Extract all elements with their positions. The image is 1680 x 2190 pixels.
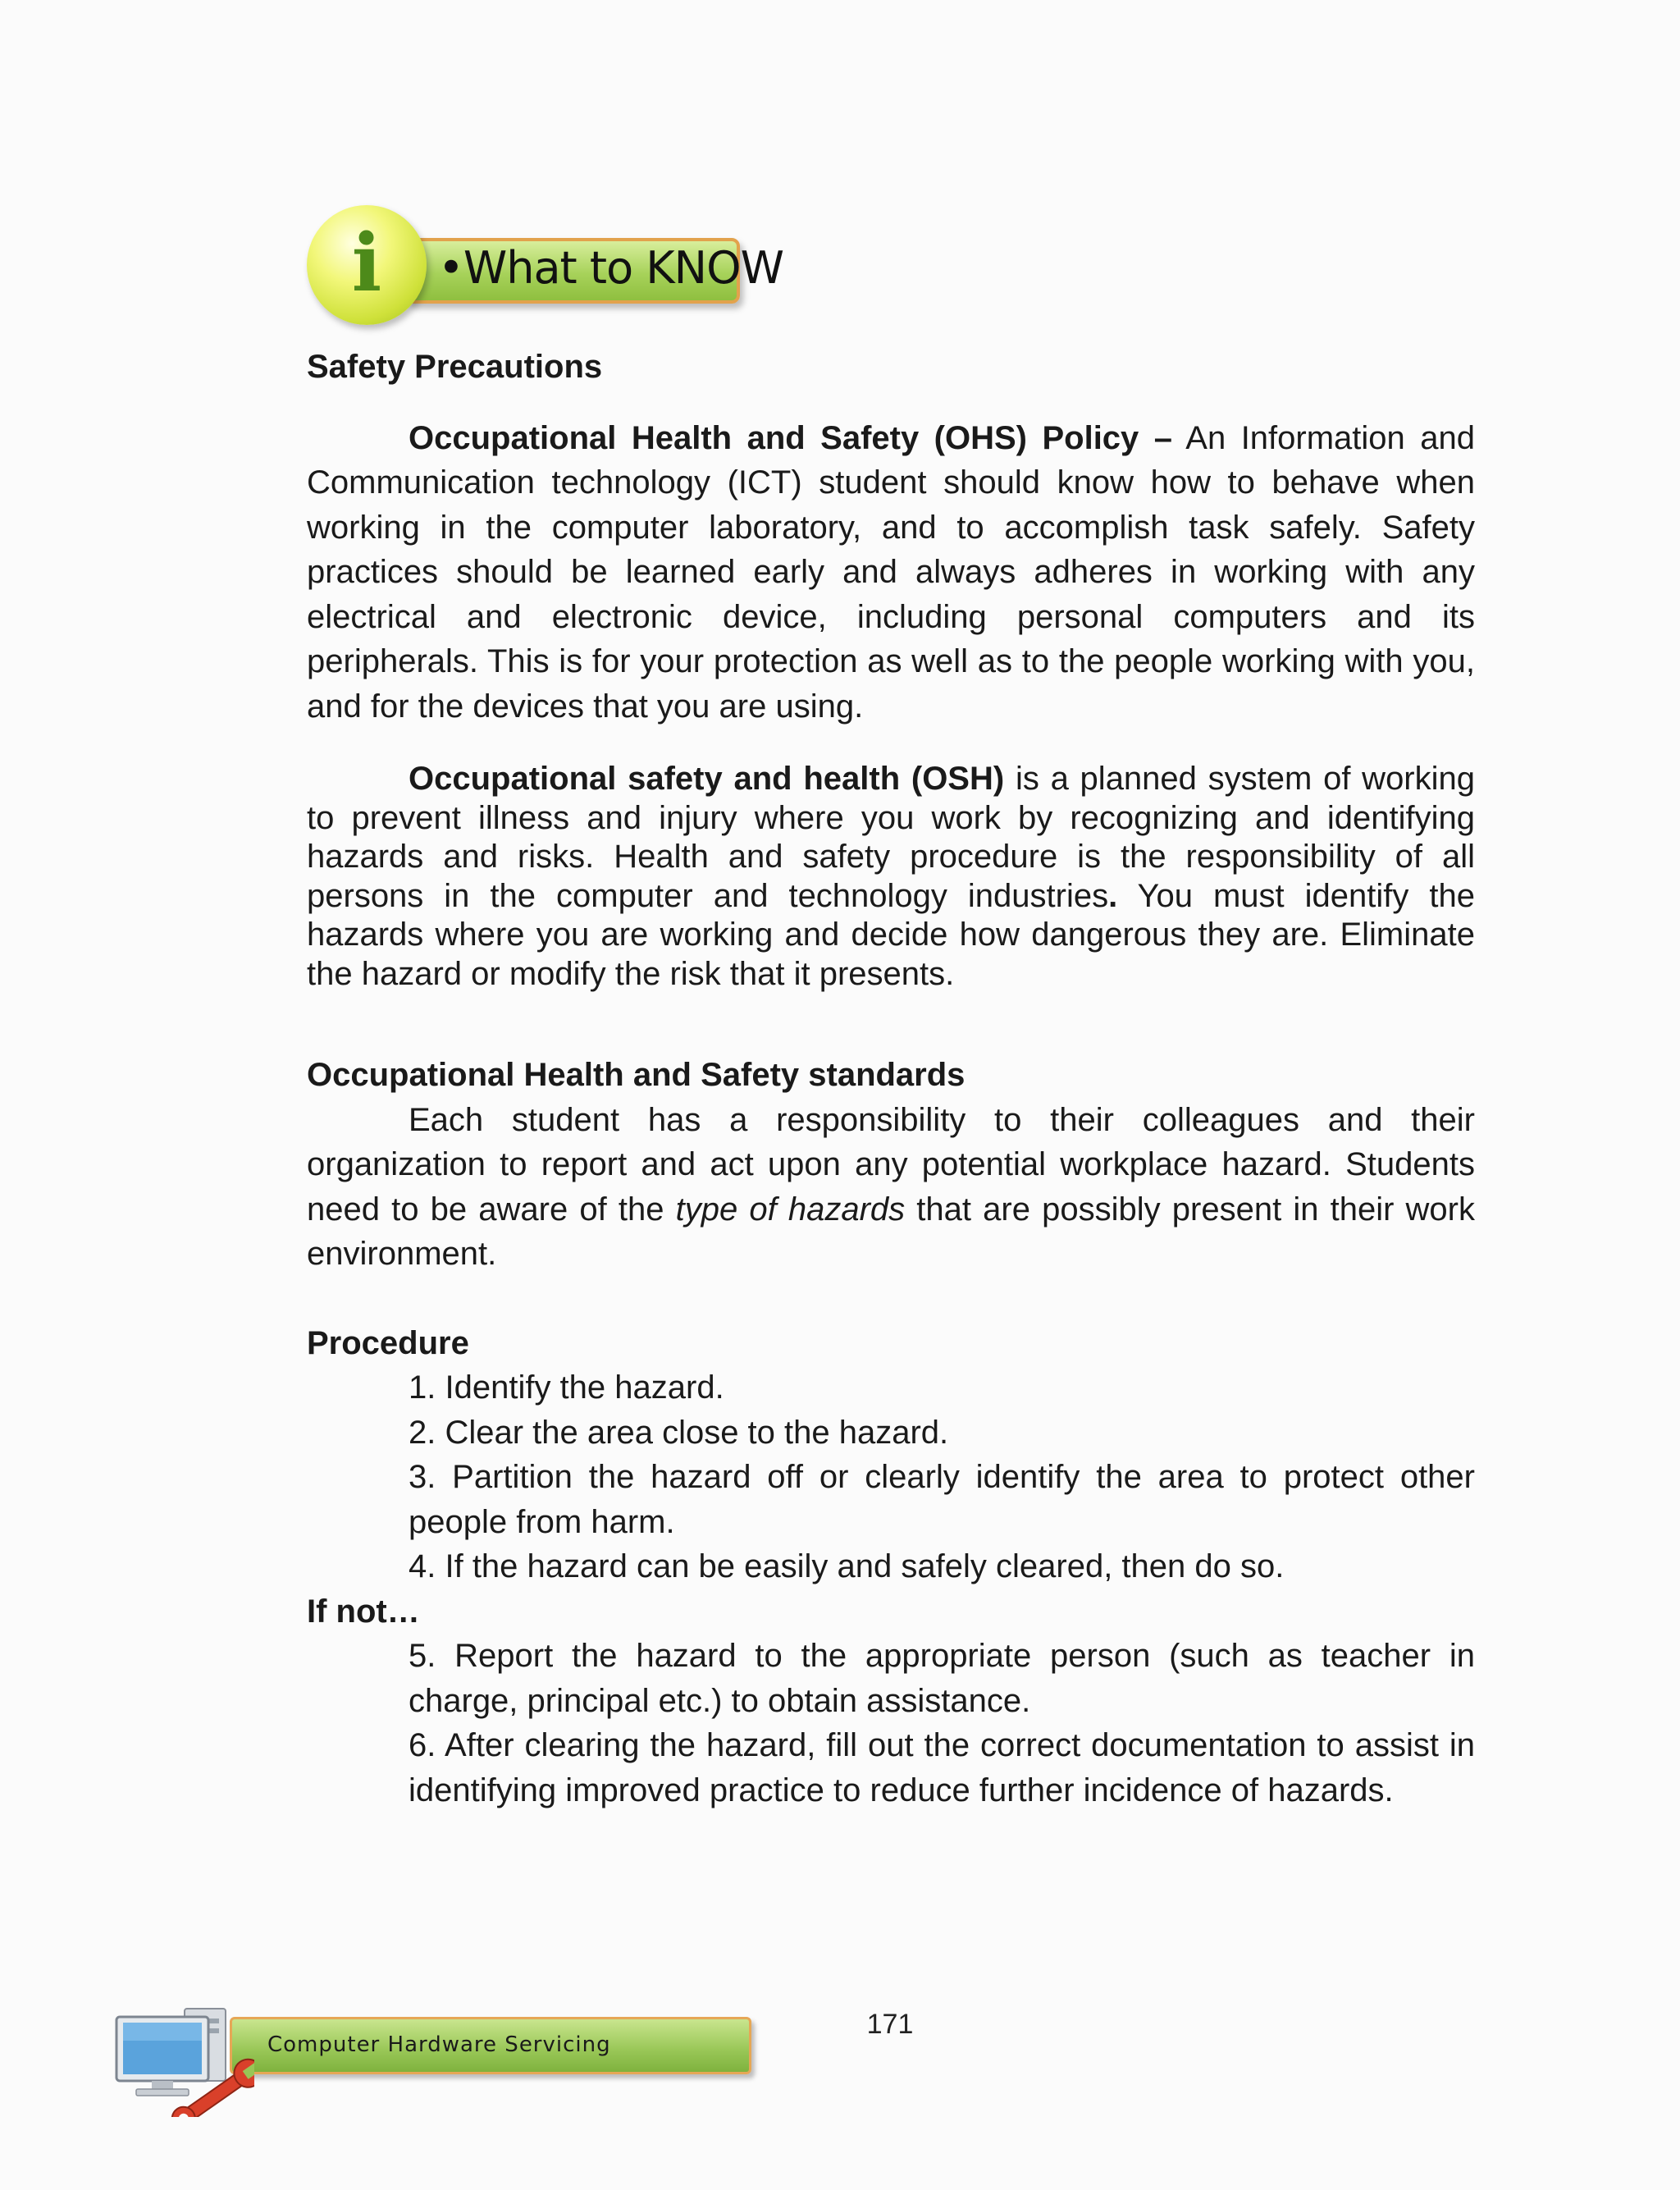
- section-title-procedure: Procedure: [307, 1324, 469, 1361]
- document-body: [307, 345, 1475, 1813]
- procedure-step-2: 2. Clear the area close to the hazard.: [409, 1414, 949, 1451]
- paragraph-osh: [307, 760, 1475, 994]
- procedure-step-1: 1. Identify the hazard.: [409, 1369, 724, 1406]
- footer-logo: [107, 2002, 648, 2117]
- term-osh: Occupational safety and health (OSH): [409, 761, 1005, 797]
- term-type-of-hazards: type of hazards: [675, 1191, 906, 1228]
- footer-label: Computer Hardware Servicing: [267, 2032, 611, 2057]
- procedure-more-steps-list: [307, 1634, 1475, 1813]
- term-ohs-policy: Occupational Health and Safety (OHS) Policy –: [409, 419, 1173, 456]
- paragraph-osh-text-a: is a planned system of working to prevent illness and injury where you work by recognizing and identifying hazards and risks. Health and safety procedure is the responsibility of all persons in the computer and technology industries: [307, 761, 1476, 914]
- info-icon: [307, 205, 427, 325]
- page-number: 171: [866, 2009, 914, 2040]
- paragraph-osh-bold-period: .: [1108, 877, 1118, 914]
- procedure-step-4: 4. If the hazard can be easily and safely cleared, then do so.: [409, 1548, 1285, 1584]
- info-icon-glyph: i: [351, 217, 382, 309]
- paragraph-ohs-policy: [307, 416, 1475, 729]
- section-title-safety-precautions: Safety Precautions: [307, 349, 603, 385]
- if-not-label: If not…: [307, 1593, 420, 1630]
- section-title-ohs-standards: Occupational Health and Safety standards: [307, 1057, 966, 1093]
- procedure-step-6: 6. After clearing the hazard, fill out the correct documentation to assist in identifying improved practice to reduce further incidence of hazards.: [409, 1727, 1475, 1808]
- what-to-know-badge: [307, 205, 783, 336]
- badge-label: •What to KNOW: [438, 242, 783, 294]
- computer-wrench-icon: [107, 2002, 254, 2117]
- paragraph-osh-text-b: You must identify the hazards where you are working and decide how dangerous they are. Eliminate the hazard or modify the risk that it presents.: [307, 877, 1475, 992]
- paragraph-ohs-standards: [307, 1098, 1475, 1277]
- paragraph-ohs-policy-text: An Information and Communication technology (ICT) student should know how to behave when working in the computer laboratory, and to accomplish task safely. Safety practices should be learned early and always adheres in working with any electrical and electronic device, including personal computers and its peripherals. This is for your protection as well as to the people working with you, and for the devices that you are using.: [307, 419, 1475, 725]
- procedure-step-5: 5. Report the hazard to the appropriate person (such as teacher in charge, principal etc.) to obtain assistance.: [409, 1638, 1475, 1719]
- procedure-steps-list: [307, 1365, 1475, 1589]
- procedure-step-3: 3. Partition the hazard off or clearly identify the area to protect other people from harm.: [409, 1459, 1475, 1540]
- paragraph-ohs-standards-text-a: Each student has a responsibility to their colleagues and their organization to report and act upon any potential workplace hazard. Students need to be aware of the: [307, 1101, 1475, 1228]
- paragraph-ohs-standards-text-b: that are possibly present in their work environment.: [307, 1191, 1475, 1272]
